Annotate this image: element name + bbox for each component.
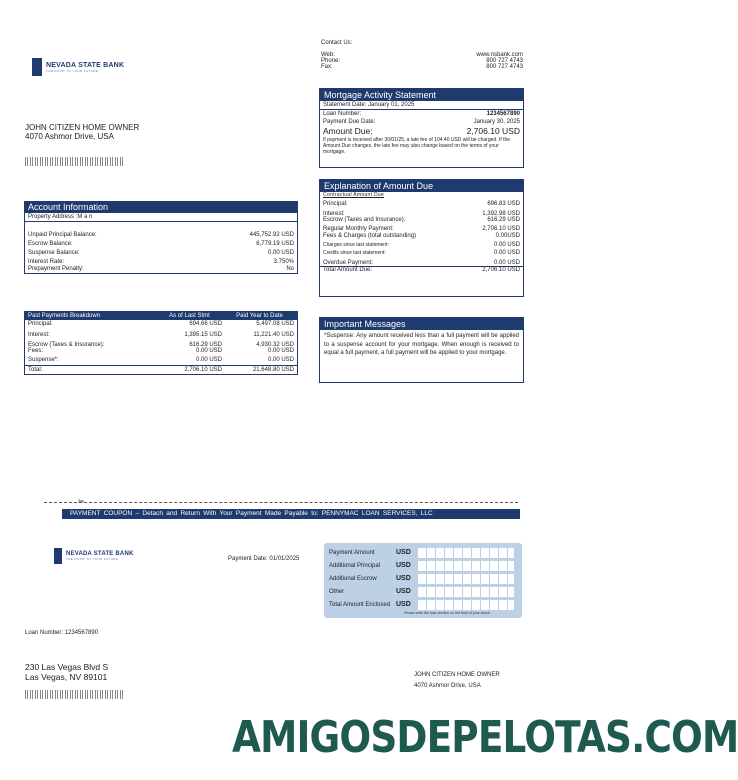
explanation-row: Principal: 696.83 USD (323, 201, 520, 207)
explanation-title: Explanation of Amount Due (320, 180, 523, 192)
messages-title: Important Messages (320, 318, 523, 330)
customer-street: 4070 Ashmor Drive, USA (25, 132, 114, 141)
account-row: Unpaid Principal Balance: 445,752.92 USD (28, 232, 294, 238)
coupon-bank-logo: NEVADA STATE BANK THE DOOR TO YOUR FUTURE (54, 548, 134, 564)
table-row: Escrow (Taxes & Insurance): 616.29 USD 4,930.32 USD (28, 342, 294, 348)
coupon-form (324, 543, 522, 618)
account-row: Interest Rate: 3.750% (28, 259, 294, 265)
account-row: Escrow Balance: 6,779.19 USD (28, 241, 294, 247)
table-total-row: Total: 2,706.10 USD 21,648.80 USD (25, 366, 298, 375)
due-date-row: Payment Due Date: January 30, 2025 (323, 119, 520, 125)
coupon-field-row: Additional Escrow USD (324, 572, 522, 585)
past-payments-table (24, 311, 298, 375)
coupon-fields (324, 546, 522, 611)
bank-logo-mark-icon (32, 58, 42, 76)
table-row: Interest: 1,395.15 USD 11,221.40 USD (28, 332, 294, 338)
remit-address (25, 662, 108, 682)
payer-street: 4070 Ashmor Drive, USA (414, 683, 481, 689)
coupon-banner: PAYMENT COUPON – Detach and Return With Your Payment Made Payable to: PENNYMAC LOAN SERVICES, LLC (62, 509, 520, 519)
explanation-row: Fees & Charges (total outstanding) 0.00USD (323, 233, 520, 239)
watermark-text: AMIGOSDEPELOTAS.COM (232, 712, 738, 763)
bank-logo (32, 58, 124, 76)
explanation-row: Credits since last statement: 0.00 USD (323, 250, 520, 256)
explanation-subtitle: Contractual Amount Due (323, 192, 385, 198)
postal-barcode (25, 157, 125, 166)
table-header-row: Past Payments Breakdown As of Last Stmt Paid Year to Date (25, 312, 298, 321)
contact-row: Fax: 800 727 4743 (321, 64, 523, 70)
explanation-box (319, 179, 524, 297)
explanation-row: Interest: 1,392.98 USD (323, 211, 520, 217)
additional-escrow-input[interactable] (418, 574, 514, 584)
coupon-field-row: Payment Amount USD (324, 546, 522, 559)
bank-name: NEVADA STATE BANK (46, 61, 125, 69)
bank-tagline: THE DOOR TO YOUR FUTURE (46, 68, 99, 73)
messages-body: *Suspense: Any amount received less than a full payment will be applied to a suspense account for your mortgage. When enough is received to equal a full payment, a full payment will be applied to your mortgage. (324, 333, 519, 357)
account-row: Suspense Balance: 0.00 USD (28, 250, 294, 256)
statement-box (319, 88, 524, 168)
amount-due-row: Amount Due: 2,706.10 USD (323, 126, 520, 136)
customer-name: JOHN CITIZEN HOME OWNER (25, 123, 140, 132)
contact-title: Contact Us: (321, 40, 353, 46)
table-row: Suspense*: 0.00 USD 0.00 USD (28, 356, 294, 363)
scissors-icon: ✂ (78, 497, 85, 506)
remit-line-2: Las Vegas, NV 89101 (25, 672, 108, 682)
statement-date: Statement Date: January 01, 2025 (320, 101, 523, 110)
payment-amount-input[interactable] (418, 548, 514, 558)
account-rows (24, 222, 298, 274)
explanation-row: Charges since last statement: 0.00 USD (323, 242, 520, 248)
account-box (24, 201, 298, 274)
coupon-field-row: Total Amount Enclosed USD (324, 598, 522, 611)
payer-address (414, 672, 500, 689)
table-row: Principal: 694.66 USD 5,497.08 USD (28, 321, 294, 327)
remit-barcode (25, 690, 125, 699)
contact-row: Web: www.nsbank.com (321, 52, 523, 58)
remit-line-1: 230 Las Vegas Blvd S (25, 662, 109, 672)
statement-title: Mortgage Activity Statement (320, 89, 523, 101)
bank-logo-mark-icon (54, 548, 62, 564)
total-enclosed-input[interactable] (418, 600, 514, 610)
messages-box (319, 317, 524, 383)
explanation-total-row: Total Amount Due: 2,706.10 USD (323, 267, 520, 273)
explanation-row: Overdue Payment: 0.00 USD (320, 256, 523, 267)
other-amount-input[interactable] (418, 587, 514, 597)
account-title: Account Information (24, 201, 298, 213)
additional-principal-input[interactable] (418, 561, 514, 571)
account-row: Prepayment Penalty: No (28, 266, 294, 272)
table-row: Fees: 0.00 USD 0.00 USD (28, 348, 294, 354)
coupon-payment-date: Payment Date: 01/01/2025 (228, 556, 300, 562)
contact-row: Phone: 800 727 4743 (321, 58, 523, 64)
coupon-field-row: Additional Principal USD (324, 559, 522, 572)
coupon-field-row: Other USD (324, 585, 522, 598)
payer-name: JOHN CITIZEN HOME OWNER (414, 672, 500, 678)
late-fee-note: If payment is received after 30/01/25, a late fee of 104.40 USD will be charged. If the Amount Due changes, the late fee may also change based on the terms of your mortgage. (323, 137, 511, 155)
explanation-row: Regular Monthly Payment: 2,706.10 USD (323, 226, 520, 232)
cut-line (44, 502, 518, 503)
contact-block (321, 40, 523, 70)
property-address: Property Address :M a n (24, 213, 298, 222)
loan-number-row: Loan Number: 1234567890 (323, 111, 520, 117)
explanation-row: Escrow (Taxes and Insurance): 616.29 USD (323, 217, 520, 223)
coupon-loan-number: Loan Number: 1234567890 (25, 630, 99, 636)
coupon-footnote: Please write the loan number on the front of your check. (404, 611, 491, 615)
customer-address (25, 123, 139, 141)
